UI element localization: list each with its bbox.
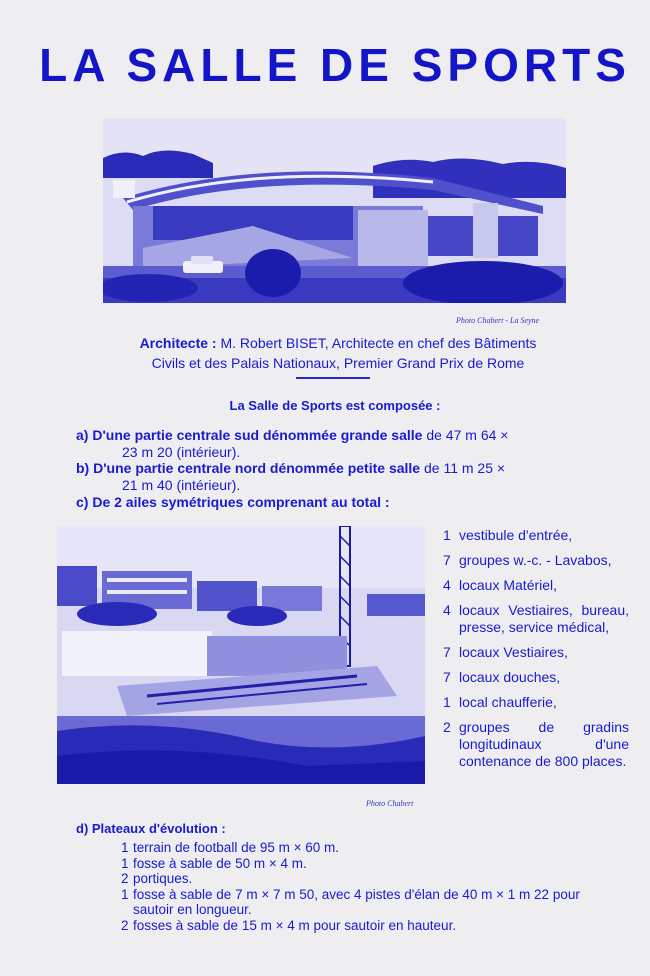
list-item	[443, 552, 629, 569]
item-c	[76, 494, 596, 511]
item-count: 7	[443, 669, 451, 685]
item-count: 4	[443, 577, 451, 593]
item-text: fosses à sable de 15 m × 4 m pour sautoir en hauteur.	[133, 917, 457, 933]
item-a	[76, 427, 596, 461]
list-item	[443, 577, 629, 594]
item-text: groupes de gradins longitudinaux d'une contenance de 800 places.	[459, 719, 629, 769]
item-count: 1	[121, 886, 129, 902]
item-count: 2	[443, 719, 451, 735]
item-text: locaux Vestiaires,	[459, 644, 568, 660]
photo-credit: Photo Chabert - La Seyne	[456, 316, 540, 325]
architect-line-2: Civils et des Palais Nationaux, Premier Grand Prix de Rome	[151, 355, 525, 371]
item-text: fosse à sable de 50 m × 4 m.	[133, 855, 307, 871]
sports-hall-photo	[103, 118, 566, 303]
item-rest-text: de 47 m 64 ×	[426, 427, 509, 443]
construction-site-photo	[57, 526, 425, 784]
item-count: 1	[443, 694, 451, 710]
item-count: 7	[443, 552, 451, 568]
list-item	[443, 602, 629, 636]
page-title: LA SALLE DE SPORTS	[39, 39, 631, 91]
list-item	[443, 644, 629, 661]
item-count: 1	[443, 527, 451, 543]
item-label: c)	[76, 494, 89, 510]
item-text: fosse à sable de 7 m × 7 m 50, avec 4 pistes d'élan de 40 m × 1 m 22 pour sautoir en longueur.	[133, 886, 580, 917]
item-text: groupes w.-c. - Lavabos,	[459, 552, 612, 568]
plateaux-list	[121, 840, 601, 933]
item-b	[76, 460, 596, 494]
list-item	[121, 887, 601, 918]
item-count: 7	[443, 644, 451, 660]
photo-credit: Photo Chabert	[366, 799, 414, 808]
item-text: terrain de football de 95 m × 60 m.	[133, 840, 339, 855]
item-count: 1	[121, 855, 129, 871]
item-continuation: 21 m 40 (intérieur).	[122, 477, 241, 493]
divider	[296, 377, 370, 379]
item-count: 1	[121, 840, 129, 855]
item-count: 2	[121, 917, 129, 933]
item-count: 2	[121, 871, 129, 886]
list-item	[443, 527, 629, 544]
item-label: b)	[76, 460, 90, 476]
list-item	[443, 719, 629, 770]
composition-heading: La Salle de Sports est composée :	[229, 398, 441, 413]
item-text: locaux douches,	[459, 669, 561, 685]
architect-line-1: M. Robert BISET, Architecte en chef des Bâtiments	[220, 335, 537, 351]
item-bold-text: D'une partie centrale sud dénommée grande salle	[92, 427, 423, 443]
item-text: locaux Matériel,	[459, 577, 558, 593]
item-text: vestibule d'entrée,	[459, 527, 573, 543]
item-text: portiques.	[133, 871, 193, 886]
list-item	[443, 694, 629, 711]
architect-text	[88, 333, 588, 373]
list-item	[121, 918, 601, 934]
item-count: 4	[443, 602, 451, 618]
list-item	[121, 856, 601, 872]
item-continuation: 23 m 20 (intérieur).	[122, 444, 241, 460]
list-item	[121, 840, 601, 856]
item-bold-text: De 2 ailes symétriques comprenant au total :	[92, 494, 390, 510]
plateaux-heading: d) Plateaux d'évolution :	[76, 821, 226, 836]
list-item	[443, 669, 629, 686]
item-text: locaux Vestiaires, bureau, presse, service médical,	[459, 602, 629, 635]
item-label: a)	[76, 427, 89, 443]
item-text: local chaufferie,	[459, 694, 557, 710]
wings-list	[443, 527, 629, 778]
list-item	[121, 871, 601, 887]
architect-label: Architecte :	[139, 335, 217, 351]
item-rest-text: de 11 m 25 ×	[423, 460, 506, 476]
item-bold-text: D'une partie centrale nord dénommée petite salle	[93, 460, 421, 476]
